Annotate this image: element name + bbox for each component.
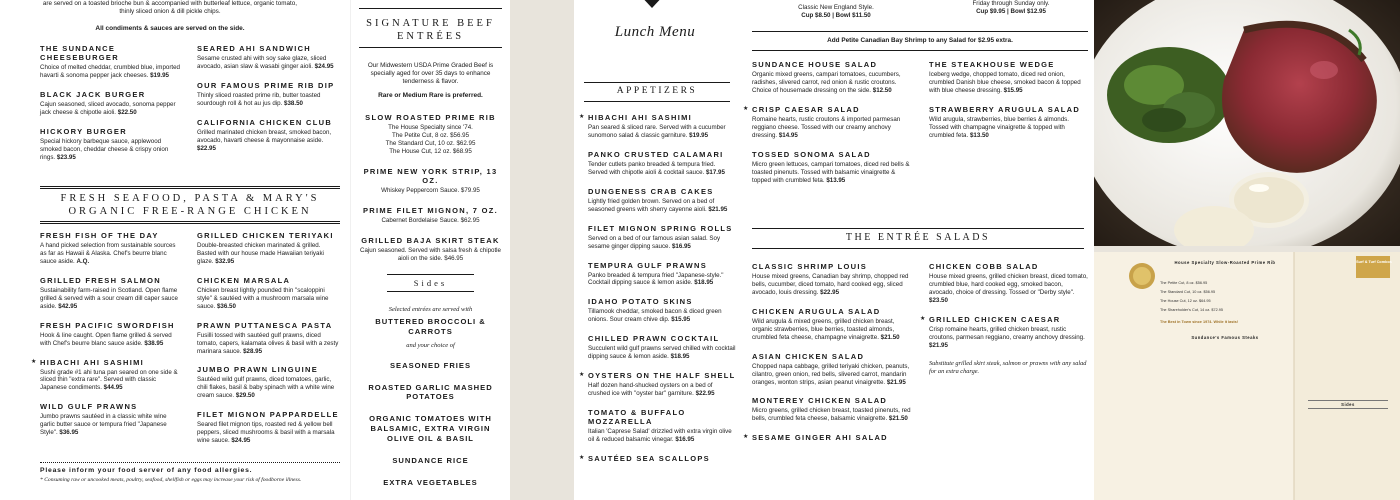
mini-line: The Shareholder's Cut, 14 oz. $72.95 bbox=[1160, 308, 1223, 313]
side-item: ORGANIC TOMATOES WITH BALSAMIC, EXTRA VIRGIN OLIVE OIL & BASIL bbox=[369, 414, 492, 444]
menu-item bbox=[752, 433, 911, 442]
menu-item-desc-text: House mixed greens, grilled chicken breast, diced tomato, crumbled blue, hard cooked egg, smoked bacon, avocado, choice of dressing. Tossed or "Derby style". bbox=[929, 273, 1088, 296]
menu-item-desc-text: Lightly fried golden brown. Served on a bed of seasoned greens with sherry cayenne aioli. bbox=[588, 197, 715, 213]
menu-item-desc-text: Pan seared & sliced rare. Served with a cucumber sunomono salad & classic garniture. bbox=[588, 124, 726, 139]
menu-item bbox=[752, 105, 911, 140]
menu-item-description bbox=[197, 287, 340, 311]
menu-item-title: CHICKEN ARUGULA SALAD bbox=[752, 306, 881, 316]
menu-item-description bbox=[588, 308, 736, 324]
menu-item-title: GRILLED FRESH SALMON bbox=[40, 275, 161, 285]
menu-item-desc-text: Micro greens, grilled chicken breast, toasted pinenuts, red bells, crumbled feta cheese, balsamic vinaigrette. bbox=[752, 407, 911, 423]
menu-item-title: ★ SESAME GINGER AHI SALAD bbox=[752, 433, 888, 443]
menu-item-desc-text: Hook & line caught. Open flame grilled & served with Chef's beurre blanc sauce aside. bbox=[40, 331, 172, 347]
allergy-notice: Please inform your food server of any food allergies. bbox=[40, 467, 253, 474]
divider bbox=[359, 47, 502, 48]
salad-list-right bbox=[929, 60, 1088, 194]
soup-info bbox=[936, 0, 1086, 16]
menu-item bbox=[752, 262, 911, 297]
appetizers-header bbox=[584, 82, 730, 102]
menu-item-title: JUMBO PRAWN LINGUINE bbox=[197, 365, 319, 375]
menu-item-desc-text: Tender cutlets panko breaded & tempura fried. Served with chipotle aioli & cocktail sauce. bbox=[588, 160, 716, 176]
menu-item-price: $19.95 bbox=[689, 131, 709, 139]
divider bbox=[359, 8, 502, 9]
menu-item-title: HICKORY BURGER bbox=[40, 126, 127, 136]
menu-item-price: $38.50 bbox=[284, 99, 303, 107]
menu-item-desc-text: Special hickory barbeque sauce, applewood smoked bacon, cheddar cheese & crispy onion rings. bbox=[40, 137, 169, 161]
menu-item-title: CLASSIC SHRIMP LOUIS bbox=[752, 262, 868, 271]
menu-item-desc-text: Succulent wild gulf prawns served chilled with cocktail dipping sauce & lemon aside. bbox=[588, 345, 736, 361]
menu-item-description bbox=[40, 332, 183, 348]
menu-item-title: CHILLED PRAWN COCKTAIL bbox=[588, 334, 720, 344]
steak-item bbox=[359, 167, 502, 195]
menu-item-description bbox=[588, 428, 736, 444]
menu-item-title: FILET MIGNON PAPPARDELLE bbox=[197, 410, 339, 420]
menu-item bbox=[588, 371, 736, 398]
menu-item-price: $28.95 bbox=[243, 347, 263, 355]
menu-item-desc-text: Wild arugula & mixed greens, grilled chicken breast, organic strawberries, blue berries, toasted almonds, crumbled feta cheese, champagne vinaigrette. bbox=[752, 317, 895, 341]
menu-item bbox=[752, 396, 911, 423]
mini-famous-steaks: Sundance's Famous Steaks bbox=[1191, 334, 1259, 340]
menu-item bbox=[929, 315, 1088, 350]
menu-item-desc-text: Grilled marinated chicken breast, smoked bacon, avocado, havarti cheese & mayonnaise aside. bbox=[197, 128, 332, 144]
menu-item-title: WILD GULF PRAWNS bbox=[40, 402, 138, 412]
consumer-warning: * Consuming raw or uncooked meats, poultry, seafood, shellfish or eggs may increase your risk of foodborne illness. bbox=[40, 477, 302, 483]
menu-item-description bbox=[197, 242, 340, 266]
menu-item-title: PRAWN PUTTANESCA PASTA bbox=[197, 320, 333, 330]
menu-item bbox=[40, 127, 183, 162]
menu-item-price: $22.95 bbox=[695, 390, 715, 398]
menu-item bbox=[929, 262, 1088, 305]
menu-item-title: ★ OYSTERS ON THE HALF SHELL bbox=[588, 371, 736, 381]
menu-item bbox=[40, 231, 183, 266]
menu-item bbox=[929, 105, 1088, 140]
sides-choice-note: and your choice of bbox=[406, 341, 455, 349]
menu-item-price: $12.50 bbox=[872, 86, 892, 94]
menu-item-title: CALIFORNIA CHICKEN CLUB bbox=[197, 117, 333, 127]
menu-item bbox=[588, 261, 736, 288]
menu-item-desc-text: Thinly sliced roasted prime rib, butter toasted sourdough roll & hot au jus dip. bbox=[197, 91, 321, 107]
menu-item-desc-text: Italian 'Caprese Salad' drizzled with extra virgin olive oil & reduced balsamic vinegar. bbox=[588, 428, 732, 443]
menu-item-price: $18.95 bbox=[670, 353, 690, 361]
menu-item-description bbox=[40, 138, 183, 162]
menu-item-price: $18.95 bbox=[694, 279, 714, 287]
menu-item-description bbox=[752, 363, 911, 387]
menu-item-title: SEARED AHI SANDWICH bbox=[197, 44, 312, 53]
menu-item bbox=[197, 81, 340, 108]
menu-item-price: $21.95 bbox=[929, 341, 948, 349]
menu-item bbox=[197, 321, 340, 356]
menu-item bbox=[752, 307, 911, 342]
entree-list-right bbox=[929, 262, 1088, 452]
menu-item-price: $24.95 bbox=[314, 62, 334, 70]
mini-line: The House Cut, 12 oz. $64.95 bbox=[1160, 299, 1211, 304]
divider bbox=[40, 462, 340, 463]
menu-item-title: TOMATO & BUFFALO MOZZARELLA bbox=[588, 408, 686, 426]
menu-item bbox=[752, 60, 911, 95]
menu-item-price: $22.95 bbox=[820, 288, 840, 296]
menu-item-description bbox=[752, 318, 911, 342]
entree-salads-title: THE ENTRÉE SALADS bbox=[845, 232, 991, 243]
menu-item-title: ★ CRISP CAESAR SALAD bbox=[752, 104, 860, 114]
menu-item bbox=[588, 297, 736, 324]
menu-item-price: $17.95 bbox=[705, 168, 725, 176]
mini-sides-title: Sides bbox=[1308, 400, 1388, 409]
burger-intro-text: are served on a toasted brioche bun & accompanied with butterleaf lettuce, organic tomato, thinly sliced onion & dill pickle chips. bbox=[42, 0, 298, 16]
menu-item-description bbox=[588, 124, 736, 140]
menu-item-price: $22.50 bbox=[117, 108, 137, 116]
menu-item-title: FRESH PACIFIC SWORDFISH bbox=[40, 320, 175, 330]
menu-item-title: MONTEREY CHICKEN SALAD bbox=[752, 396, 888, 406]
menu-item bbox=[588, 408, 736, 444]
appetizers-title: APPETIZERS bbox=[584, 82, 730, 102]
menu-item-description bbox=[588, 382, 736, 398]
menu-item-title: PANKO CRUSTED CALAMARI bbox=[588, 149, 724, 159]
menu-item-desc-text: Choice of melted cheddar, crumbled blue, imported havarti & sonoma pepper jack cheeses. bbox=[40, 64, 180, 79]
substitute-note: Substitute grilled skirt steak, salmon or prawns with any salad for an extra charge. bbox=[929, 359, 1087, 375]
menu-item-description bbox=[752, 407, 911, 423]
fresh-seafood-header bbox=[40, 186, 340, 224]
menu-item-desc-text: Micro green lettuces, campari tomatoes, diced red bells & toasted pinenuts. Tossed with balsamic vinaigrette & topped with crumbled feta. bbox=[752, 160, 910, 184]
entree-list-left bbox=[752, 262, 911, 452]
menu-item-title: STRAWBERRY ARUGULA SALAD bbox=[929, 104, 1081, 114]
menu-item bbox=[40, 44, 183, 80]
menu-item-desc-text: Chopped napa cabbage, grilled teriyaki chicken, peanuts, cilantro, green onion, red bells, slivered carrot, mandarin oranges, wonton strips, asian peanut vinaigrette. bbox=[752, 362, 910, 386]
fresh-seafood-title: FRESH SEAFOOD, PASTA & MARY'S ORGANIC FREE-RANGE CHICKEN bbox=[60, 193, 320, 218]
menu-item-price: $21.50 bbox=[888, 415, 908, 423]
burger-list-right bbox=[197, 44, 340, 172]
side-item: SUNDANCE RICE bbox=[392, 455, 469, 465]
menu-item-title: ★ HIBACHI AHI SASHIMI bbox=[40, 357, 145, 367]
condiments-note: All condiments & sauces are served on the side. bbox=[95, 25, 245, 32]
menu-item-title: TEMPURA GULF PRAWNS bbox=[588, 260, 708, 270]
menu-item-desc-text: Served on a bed of our famous asian salad. Soy sesame ginger dipping sauce. bbox=[588, 234, 721, 250]
menu-item-description bbox=[752, 161, 911, 185]
fresh-grid bbox=[40, 231, 340, 455]
steak-line: The House Cut, 12 oz. $68.95 bbox=[389, 147, 472, 155]
menu-item bbox=[752, 352, 911, 387]
menu-column-signature-beef bbox=[350, 0, 510, 500]
menu-item-price: $23.95 bbox=[56, 153, 76, 161]
menu-item-title: OUR FAMOUS PRIME RIB DIP bbox=[197, 80, 335, 90]
menu-item-price: $16.95 bbox=[675, 435, 695, 443]
printed-menu-photo bbox=[1094, 252, 1400, 500]
entree-grid bbox=[752, 262, 1088, 452]
menu-item-desc-text: Sushi grade #1 ahi tuna pan seared on one side & sliced thin "extra rare". Served with classic Japanese condiments. bbox=[40, 368, 178, 392]
steak-list bbox=[359, 113, 502, 274]
menu-item-desc-text: Wild arugula, strawberries, blue berries & almonds. Tossed with champagne vinaigrette & topped with crumbled feta. bbox=[929, 115, 1069, 139]
salad-grid bbox=[752, 60, 1088, 194]
menu-item-price: $15.95 bbox=[671, 316, 691, 324]
menu-item-price: $13.50 bbox=[969, 131, 989, 139]
menu-item-title: IDAHO POTATO SKINS bbox=[588, 297, 693, 307]
salad-list-left bbox=[752, 60, 911, 194]
menu-item-price: $44.95 bbox=[103, 384, 123, 392]
menu-item-desc-text: Organic mixed greens, campari tomatoes, cucumbers, radishes, slivered carrot, red onion & rustic croutons. Choice of housemade dressing on the side. bbox=[752, 71, 901, 94]
chowder-style: Classic New England Style. bbox=[798, 4, 874, 11]
mini-line: The Petite Cut, 8 oz. $56.95 bbox=[1160, 281, 1208, 285]
menu-item-description bbox=[929, 116, 1088, 140]
menu-item-description bbox=[197, 92, 340, 108]
sides-served-with: Selected entrées are served with bbox=[388, 306, 473, 313]
fresh-list-left bbox=[40, 231, 183, 455]
menu-item-desc-text: House mixed greens, Canadian bay shrimp, chopped red bells, cucumber, diced tomato, hard cooked egg, sliced avocado, louis dressing. bbox=[752, 273, 909, 296]
menu-item-description bbox=[752, 71, 911, 95]
chowder-price: Cup $8.50 | Bowl $11.50 bbox=[801, 11, 871, 19]
divider bbox=[752, 248, 1084, 249]
menu-item-title: GRILLED CHICKEN TERIYAKI bbox=[197, 231, 334, 240]
menu-item-desc-text: Fusilli tossed with sautéed gulf prawns, diced tomato, capers, kalamata olives & basil with a zesty marinara sauce. bbox=[197, 331, 339, 355]
menu-item-price: $36.50 bbox=[216, 302, 236, 310]
menu-item bbox=[197, 276, 340, 311]
menu-item-price: $23.50 bbox=[929, 296, 948, 304]
menu-item-description bbox=[197, 376, 340, 400]
soup-availability: Friday through Sunday only. bbox=[972, 0, 1050, 7]
menu-item-title: FRESH FISH OF THE DAY bbox=[40, 231, 159, 240]
menu-item-title: ASIAN CHICKEN SALAD bbox=[752, 351, 865, 361]
menu-item-desc-text: Jumbo prawns sautéed in a classic white wine garlic butter sauce or tempura fried "Japanese Style". bbox=[40, 413, 167, 437]
menu-item-price: $19.95 bbox=[150, 71, 170, 79]
steak-line: Cajun seasoned. Served with salsa fresh & chipotle aioli on the side. $46.95 bbox=[359, 246, 502, 262]
steak-title: PRIME NEW YORK STRIP, 13 OZ. bbox=[363, 166, 498, 185]
menu-item bbox=[197, 231, 340, 266]
menu-item bbox=[588, 187, 736, 214]
menu-item bbox=[929, 60, 1088, 95]
menu-item bbox=[40, 358, 183, 393]
menu-item-price: $21.95 bbox=[708, 205, 728, 213]
steak-title: PRIME FILET MIGNON, 7 OZ. bbox=[362, 205, 498, 215]
menu-item bbox=[197, 410, 340, 445]
divider bbox=[752, 50, 1088, 51]
menu-item-price: A.Q. bbox=[76, 257, 90, 265]
menu-column-burgers-seafood bbox=[0, 0, 350, 500]
menu-item-desc-text: Sustainability farm-raised in Scotland. Open flame grilled & served with a sour cream dill caper sauce aside. bbox=[40, 286, 178, 310]
steak-line: Cabernet Bordelaise Sauce. $62.95 bbox=[381, 216, 480, 224]
divider bbox=[752, 31, 1088, 32]
allergy-footer bbox=[40, 462, 340, 483]
steak-item bbox=[359, 236, 502, 263]
menu-item-title: ★ GRILLED CHICKEN CAESAR bbox=[929, 314, 1061, 324]
steak-title: GRILLED BAJA SKIRT STEAK bbox=[361, 235, 500, 245]
menu-item-desc-text: A hand picked selection from sustainable sources as far as Hawaii & Alaska. Chef's beurre blanc sauce aside. bbox=[40, 242, 176, 265]
lunch-menu-title: Lunch Menu bbox=[614, 24, 696, 40]
menu-item-title: CHICKEN COBB SALAD bbox=[929, 262, 1039, 271]
menu-item-desc-text: Sautéed wild gulf prawns, diced tomatoes, garlic, chili flakes, basil & baby spinach with a white wine cream sauce. bbox=[197, 376, 335, 400]
menu-item-desc-text: Romaine hearts, rustic croutons & imported parmesan reggiano cheese. Tossed with our creamy anchovy dressing. bbox=[752, 115, 901, 139]
menu-item-price: $21.95 bbox=[886, 378, 906, 386]
mini-combo-label: Surf & Turf Combos bbox=[1356, 260, 1392, 264]
soup-price: Cup $9.95 | Bowl $12.95 bbox=[976, 7, 1046, 15]
menu-item bbox=[588, 113, 736, 140]
menu-item bbox=[588, 334, 736, 361]
menu-item-title: ★ SAUTÉED SEA SCALLOPS bbox=[588, 453, 710, 463]
menu-item-description bbox=[40, 101, 183, 117]
menu-item bbox=[588, 224, 736, 251]
shrimp-addon-note: Add Petite Canadian Bay Shrimp to any Salad for $2.95 extra. bbox=[827, 37, 1013, 44]
steak-line: The House Specialty since '74. bbox=[388, 124, 473, 131]
side-item: BUTTERED BROCCOLI & CARROTS bbox=[375, 317, 486, 336]
menu-item bbox=[752, 150, 911, 185]
menu-item-desc-text: Cajun seasoned, sliced avocado, sonoma pepper jack cheese & chipotle aioli. bbox=[40, 100, 176, 116]
menu-item-price: $22.95 bbox=[197, 144, 216, 152]
menu-item-description bbox=[588, 235, 736, 251]
mini-tag: The Best in Town since 1974. While it lasts! bbox=[1160, 319, 1238, 324]
menu-item-description bbox=[197, 332, 340, 356]
menu-item-desc-text: Sesame crusted ahi with soy sake glaze, sliced avocado, asian slaw & wasabi ginger aioli. bbox=[197, 55, 327, 70]
entree-salads-header bbox=[752, 228, 1084, 249]
menu-item-title: THE SUNDANCE CHEESEBURGER bbox=[40, 44, 119, 62]
menu-column-salads bbox=[736, 0, 1094, 500]
mini-sides-block bbox=[1308, 400, 1388, 409]
mini-line: The Standard Cut, 10 oz. $56.95 bbox=[1160, 290, 1216, 295]
menu-item-description bbox=[588, 161, 736, 177]
steak-title: SLOW ROASTED PRIME RIB bbox=[365, 113, 496, 122]
fresh-list-right bbox=[197, 231, 340, 455]
menu-item-description bbox=[752, 273, 911, 297]
menu-item-price: $24.95 bbox=[231, 437, 251, 445]
menu-item-title: DUNGENESS CRAB CAKES bbox=[588, 186, 714, 196]
appetizer-list bbox=[588, 113, 736, 473]
menu-item-desc-text: Iceberg wedge, chopped tomato, diced red onion, crumbled Danish blue cheese, smoked bacon & topped with blue cheese dressing. bbox=[929, 71, 1081, 94]
menu-item-title: SUNDANCE HOUSE SALAD bbox=[752, 60, 878, 69]
menu-item-title: CHICKEN MARSALA bbox=[197, 275, 291, 285]
menu-item-title: BLACK JACK BURGER bbox=[40, 89, 146, 99]
menu-item-price: $14.95 bbox=[778, 131, 798, 139]
steak-item bbox=[359, 206, 502, 225]
menu-item-description bbox=[40, 413, 183, 437]
menu-item-description bbox=[929, 71, 1088, 95]
menu-item-desc-text: Half dozen hand-shucked oysters on a bed of crushed ice with "oyster bar" garniture. bbox=[588, 382, 713, 398]
menu-item-title: TOSSED SONOMA SALAD bbox=[752, 149, 871, 159]
menu-item-title: FILET MIGNON SPRING ROLLS bbox=[588, 223, 733, 233]
mini-combo-badge bbox=[1356, 260, 1392, 265]
menu-item-description bbox=[197, 55, 340, 71]
beef-description: Our Midwestern USDA Prime Graded Beef is specially aged for over 35 days to enhance tenderness & flavor. bbox=[367, 62, 494, 86]
prime-rib-photo bbox=[1094, 0, 1400, 246]
menu-item-price: $13.95 bbox=[826, 176, 846, 184]
menu-item bbox=[588, 150, 736, 177]
steak-line: The Standard Cut, 10 oz. $62.95 bbox=[385, 139, 476, 147]
menu-item bbox=[197, 365, 340, 400]
menu-item-description bbox=[752, 116, 911, 140]
menu-item-description bbox=[40, 64, 183, 80]
divider bbox=[40, 221, 340, 224]
menu-item-price: $42.95 bbox=[58, 302, 78, 310]
menu-item-description bbox=[40, 242, 183, 266]
menu-item-desc-text: Tillamook cheddar, smoked bacon & diced green onions. Sour cream chive dip. bbox=[588, 308, 722, 324]
prime-rib-plate-image bbox=[1094, 0, 1400, 246]
menu-item-description bbox=[929, 273, 1088, 305]
menu-item bbox=[40, 321, 183, 348]
burger-list-left bbox=[40, 44, 183, 172]
sides-section bbox=[359, 274, 502, 488]
mini-title: House Specialty Slow-Roasted Prime Rib bbox=[1174, 260, 1276, 265]
menu-item-price: $21.50 bbox=[880, 333, 900, 341]
menu-item-price: $36.95 bbox=[59, 429, 79, 437]
sides-title: Sides bbox=[387, 274, 474, 292]
menu-item-price: $15.95 bbox=[1003, 86, 1023, 94]
menu-item-price: $38.95 bbox=[144, 339, 164, 347]
menu-item-price: $16.95 bbox=[671, 242, 691, 250]
steak-item bbox=[359, 113, 502, 156]
menu-item-title: THE STEAKHOUSE WEDGE bbox=[929, 60, 1055, 69]
menu-item bbox=[40, 402, 183, 437]
logo-mark bbox=[624, 0, 680, 8]
menu-item-description bbox=[40, 287, 183, 311]
menu-item-price: $32.95 bbox=[215, 257, 235, 265]
menu-column-appetizers bbox=[574, 0, 736, 500]
menu-item-desc-text: Panko breaded & tempura fried "Japanese-style." Cocktail dipping sauce & lemon aside. bbox=[588, 271, 724, 287]
menu-item-title: ★ HIBACHI AHI SASHIMI bbox=[588, 113, 693, 122]
menu-item bbox=[40, 90, 183, 117]
steak-line: Whiskey Peppercorn Sauce. $79.95 bbox=[381, 186, 480, 194]
menu-item-desc-text: Seared filet mignon tips, roasted red & yellow bell peppers, sliced mushrooms & basil with a marsala wine sauce. bbox=[197, 421, 335, 445]
mini-prime-rib-block bbox=[1160, 260, 1290, 340]
steak-line: The Petite Cut, 8 oz. $56.95 bbox=[391, 131, 470, 139]
menu-item bbox=[197, 118, 340, 153]
menu-item bbox=[40, 276, 183, 311]
menu-item bbox=[588, 454, 736, 463]
side-item: EXTRA VEGETABLES bbox=[383, 477, 478, 487]
menu-item bbox=[197, 44, 340, 71]
burger-grid bbox=[40, 44, 340, 172]
menu-item-price: $29.50 bbox=[235, 392, 255, 400]
signature-beef-title: SIGNATURE BEEF ENTRÉES bbox=[366, 18, 495, 43]
menu-item-desc-text: Chicken breast lightly pounded thin "scaloppini style" & sautéed with a mushroom marsala wine sauce. bbox=[197, 286, 329, 310]
menu-item-description bbox=[197, 129, 340, 153]
side-item: SEASONED FRIES bbox=[389, 360, 472, 370]
menu-item-description bbox=[588, 272, 736, 288]
menu-item-description bbox=[197, 421, 340, 445]
menu-item-description bbox=[588, 345, 736, 361]
menu-item-description bbox=[40, 369, 183, 393]
menu-item-description bbox=[929, 326, 1088, 350]
menu-item-desc-text: Double-breasted chicken marinated & grilled. Basted with our house made Hawaiian teriyaki glaze. bbox=[197, 242, 324, 265]
menu-item-desc-text: Crisp romaine hearts, grilled chicken breast, rustic croutons, parmesan reggiano, creamy anchovy dressing. bbox=[929, 325, 1085, 341]
chowder-info bbox=[776, 4, 896, 20]
menu-item-description bbox=[588, 198, 736, 214]
rare-note: Rare or Medium Rare is preferred. bbox=[378, 92, 483, 99]
side-item: ROASTED GARLIC MASHED POTATOES bbox=[368, 382, 493, 402]
